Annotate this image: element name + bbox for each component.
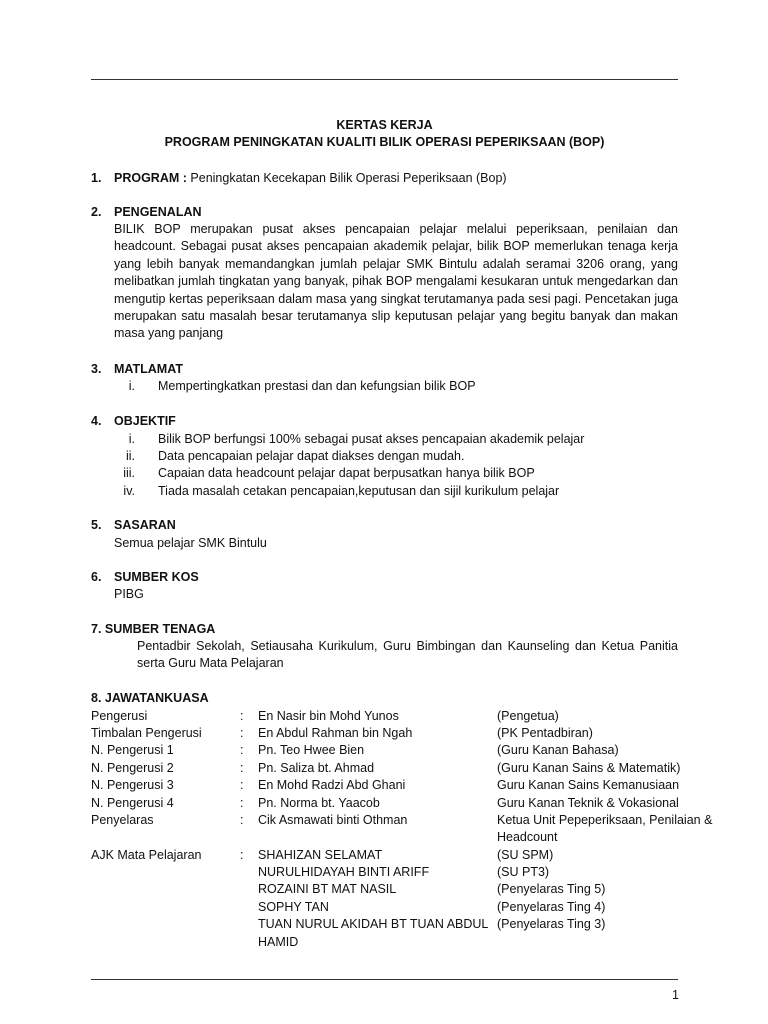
committee-name: En Abdul Rahman bin Ngah (258, 726, 413, 740)
ajk-member-name: SOPHY TAN (258, 900, 329, 914)
top-rule (91, 79, 678, 80)
section-1-number: 1. (91, 171, 102, 185)
section-7-heading: 7. SUMBER TENAGA (91, 622, 216, 636)
list-item: Tiada masalah cetakan pencapaian,keputusan dan sijil kurikulum pelajar (158, 484, 560, 498)
section-1-text: Peningkatan Kecekapan Bilik Operasi Peperiksaan (Bop) (190, 171, 507, 185)
section-8-heading: 8. JAWATANKUASA (91, 691, 209, 705)
ajk-role: AJK Mata Pelajaran (91, 848, 202, 862)
committee-colon: : (240, 709, 244, 723)
committee-desc: (Pengetua) (497, 709, 559, 723)
ajk-member-desc: (SU SPM) (497, 848, 554, 862)
committee-name: Cik Asmawati binti Othman (258, 813, 408, 827)
ajk-member-name: SHAHIZAN SELAMAT (258, 848, 383, 862)
list-marker: i. (128, 379, 135, 393)
list-item: Bilik BOP berfungsi 100% sebagai pusat akses pencapaian akademik pelajar (158, 432, 585, 446)
ajk-member-name: ROZAINI BT MAT NASIL (258, 882, 397, 896)
section-2-heading: PENGENALAN (114, 205, 202, 219)
committee-name: En Mohd Radzi Abd Ghani (258, 778, 406, 792)
committee-role: Timbalan Pengerusi (91, 726, 202, 740)
list-item: Data pencapaian pelajar dapat diakses dengan mudah. (158, 449, 465, 463)
committee-name: Pn. Teo Hwee Bien (258, 743, 365, 757)
list-marker: ii. (125, 449, 135, 463)
list-item: Mempertingkatkan prestasi dan dan kefungsian bilik BOP (158, 379, 476, 393)
section-6-text: PIBG (114, 587, 144, 601)
committee-colon: : (240, 726, 244, 740)
committee-desc: Guru Kanan Teknik & Vokasional (497, 796, 679, 810)
committee-colon: : (240, 813, 244, 827)
committee-desc: Guru Kanan Sains Kemanusiaan (497, 778, 680, 792)
ajk-member-name: HAMID (258, 935, 299, 949)
section-3-number: 3. (91, 362, 102, 376)
committee-colon: : (240, 761, 244, 775)
section-4-number: 4. (91, 414, 102, 428)
ajk-member-desc: (Penyelaras Ting 3) (497, 917, 606, 931)
section-2-number: 2. (91, 205, 102, 219)
committee-desc: (Guru Kanan Bahasa) (497, 743, 619, 757)
ajk-member-name: NURULHIDAYAH BINTI ARIFF (258, 865, 430, 879)
committee-colon: : (240, 848, 244, 862)
committee-desc: (Guru Kanan Sains & Matematik) (497, 761, 681, 775)
committee-role: Pengerusi (91, 709, 148, 723)
ajk-member-desc: (Penyelaras Ting 5) (497, 882, 606, 896)
section-6-heading: SUMBER KOS (114, 570, 199, 584)
section-7-paragraph: Pentadbir Sekolah, Setiausaha Kurikulum, Guru Bimbingan dan Kaunseling dan Ketua Panitia serta Guru Mata Pelajaran (137, 639, 678, 671)
bottom-rule (91, 979, 678, 980)
committee-desc: Headcount (497, 830, 558, 844)
committee-role: N. Pengerusi 1 (91, 743, 174, 757)
committee-name: Pn. Norma bt. Yaacob (258, 796, 380, 810)
list-marker: i. (128, 432, 135, 446)
section-5-heading: SASARAN (114, 518, 176, 532)
ajk-member-desc: (Penyelaras Ting 4) (497, 900, 606, 914)
ajk-member-name: TUAN NURUL AKIDAH BT TUAN ABDUL (258, 917, 489, 931)
section-3-heading: MATLAMAT (114, 362, 183, 376)
committee-name: En Nasir bin Mohd Yunos (258, 709, 399, 723)
committee-desc: Ketua Unit Pepeperiksaan, Penilaian & (497, 813, 713, 827)
list-item: Capaian data headcount pelajar dapat berpusatkan hanya bilik BOP (158, 466, 535, 480)
committee-colon: : (240, 743, 244, 757)
committee-role: N. Pengerusi 2 (91, 761, 174, 775)
list-marker: iv. (123, 484, 135, 498)
section-1-heading: PROGRAM : (114, 171, 187, 185)
section-2-paragraph: BILIK BOP merupakan pusat akses pencapaian pelajar melalui peperiksaan, penilaian dan headcount. Sebagai pusat akses pencapaian akademik pelajar, bilik BOP memerlukan tenaga kerja yang lebih banyak memandangkan jumlah pelajar SMK Bintulu adalah seramai 3206 orang, yang melibatkan jumlah tingkatan yang banyak, pihak BOP mengalami kesukaran untuk mengedarkan dan mengutip kertas peperiksaan dalam masa yang singkat terutamanya pada sesi pagi. Pencetakan juga merupakan satu masalah besar terutamanya slip keputusan pelajar yang begitu banyak dan makan masa yang panjang (114, 222, 678, 341)
committee-colon: : (240, 796, 244, 810)
committee-role: N. Pengerusi 3 (91, 778, 174, 792)
doc-subtitle: PROGRAM PENINGKATAN KUALITI BILIK OPERASI PEPERIKSAAN (BOP) (164, 135, 605, 149)
committee-name: Pn. Saliza bt. Ahmad (258, 761, 375, 775)
section-4-heading: OBJEKTIF (114, 414, 176, 428)
page-number: 1 (672, 988, 679, 1002)
committee-desc: (PK Pentadbiran) (497, 726, 593, 740)
list-marker: iii. (123, 466, 135, 480)
committee-role: N. Pengerusi 4 (91, 796, 174, 810)
ajk-member-desc: (SU PT3) (497, 865, 550, 879)
section-6-number: 6. (91, 570, 102, 584)
section-5-number: 5. (91, 518, 102, 532)
committee-colon: : (240, 778, 244, 792)
section-5-text: Semua pelajar SMK Bintulu (114, 536, 267, 550)
doc-title: KERTAS KERJA (336, 118, 433, 132)
section-1-line (114, 170, 507, 187)
committee-role: Penyelaras (91, 813, 154, 827)
